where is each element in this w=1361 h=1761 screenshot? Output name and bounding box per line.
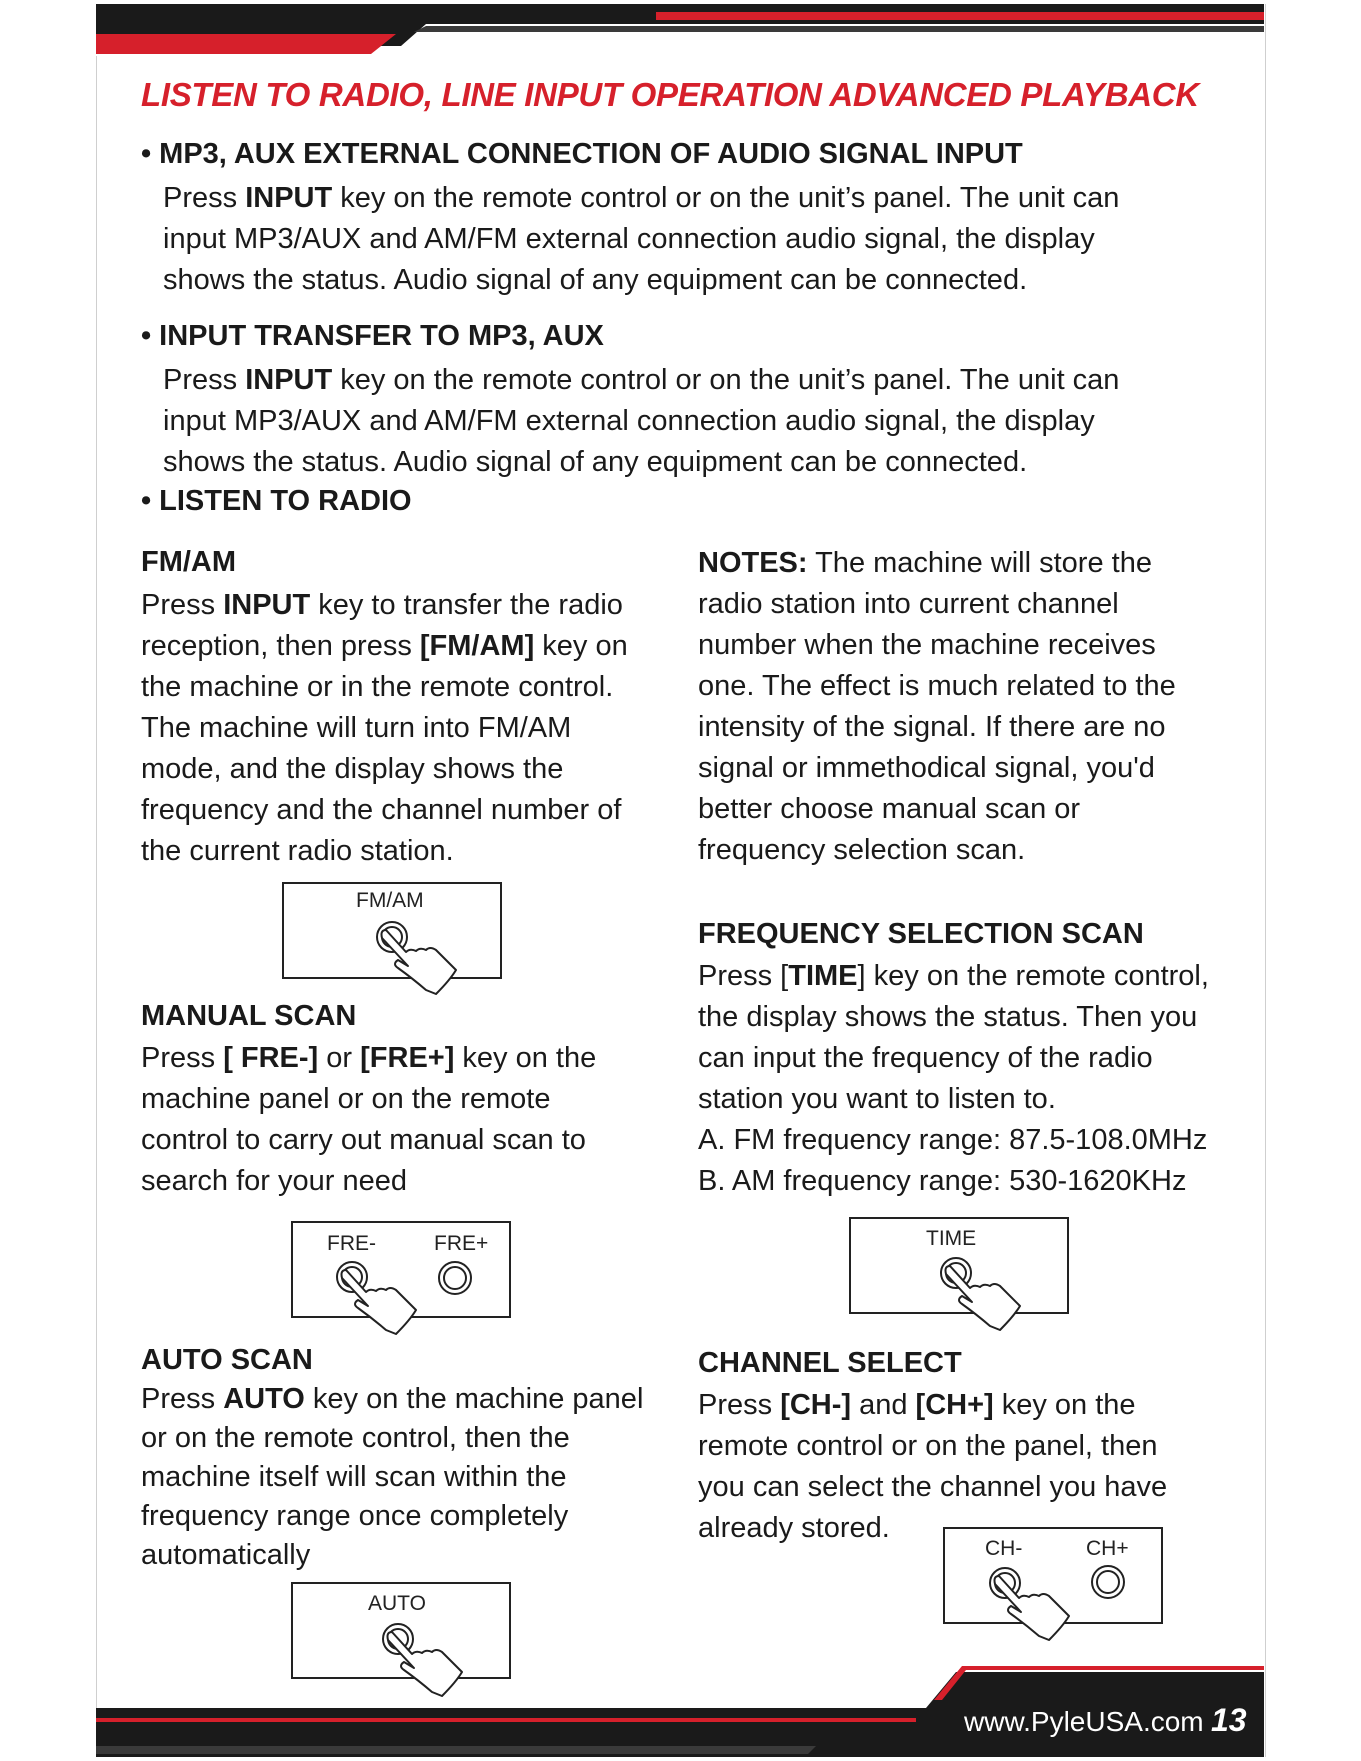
text-fragment: ] key on the remote control,	[857, 960, 1209, 992]
text-fragment: The machine will store the	[807, 547, 1152, 579]
ch-plus-button-icon	[1090, 1564, 1126, 1600]
text-fragment: and	[851, 1389, 916, 1421]
key-input: INPUT	[245, 182, 333, 214]
page-heading: LISTEN TO RADIO, LINE INPUT OPERATION ADVANCED PLAYBACK	[141, 76, 1199, 113]
pressing-hand-icon	[372, 918, 472, 998]
channel-select-title: CHANNEL SELECT	[698, 1347, 962, 1379]
pressing-hand-icon	[936, 1254, 1036, 1334]
text-line: search for your need	[141, 1165, 407, 1197]
manual-scan-title: MANUAL SCAN	[141, 1000, 357, 1032]
auto-scan-title: AUTO SCAN	[141, 1344, 313, 1376]
fm-am-button-label: FM/AM	[356, 889, 424, 912]
text-line: signal or immethodical signal, you'd	[698, 752, 1155, 784]
top-decorative-band	[96, 4, 1264, 56]
mp3-aux-paragraph	[163, 178, 1213, 301]
text-line: shows the status. Audio signal of any equipment can be connected.	[163, 446, 1028, 478]
key-time: TIME	[788, 960, 858, 992]
page-number: 13	[1211, 1702, 1247, 1738]
text-line: or on the remote control, then the	[141, 1422, 570, 1454]
key-auto: AUTO	[223, 1383, 305, 1415]
ch-minus-label: CH-	[985, 1537, 1023, 1560]
text-line: automatically	[141, 1539, 311, 1571]
title-text: MP3, AUX EXTERNAL CONNECTION OF AUDIO SIGNAL INPUT	[159, 138, 1023, 170]
pressing-hand-icon	[985, 1564, 1085, 1644]
text-fragment: key on the remote control or on the unit’s panel. The unit can	[332, 182, 1120, 214]
text-line: radio station into current channel	[698, 588, 1119, 620]
text-fragment: key to transfer the radio	[310, 589, 623, 621]
text-line: input MP3/AUX and AM/FM external connection audio signal, the display	[163, 223, 1095, 255]
text-fragment: reception, then press	[141, 630, 420, 662]
channel-select-paragraph	[698, 1385, 1258, 1549]
fre-plus-button-icon	[437, 1260, 473, 1296]
fm-am-title: FM/AM	[141, 546, 237, 578]
text-line: input MP3/AUX and AM/FM external connection audio signal, the display	[163, 405, 1095, 437]
key-ch-minus: [CH-]	[780, 1389, 852, 1421]
fre-plus-label: FRE+	[434, 1232, 489, 1255]
auto-scan-paragraph	[141, 1380, 681, 1575]
text-line: one. The effect is much related to the	[698, 670, 1176, 702]
input-transfer-paragraph	[163, 360, 1213, 483]
text-line: frequency range once completely	[141, 1500, 569, 1532]
text-line: remote control or on the panel, then	[698, 1430, 1158, 1462]
text-line: control to carry out manual scan to	[141, 1124, 586, 1156]
bullet-dot: •	[141, 138, 152, 170]
bullet-dot: •	[141, 320, 152, 352]
fm-am-paragraph	[141, 585, 681, 872]
footer-url: www.PyleUSA.com	[964, 1706, 1204, 1737]
text-line: machine itself will scan within the	[141, 1461, 567, 1493]
text-fragment: Press	[141, 589, 224, 621]
text-line: station you want to listen to.	[698, 1083, 1056, 1115]
bullet-dot: •	[141, 485, 152, 517]
text-fragment: Press	[163, 182, 246, 214]
key-input: INPUT	[223, 589, 311, 621]
text-fragment: or	[318, 1042, 361, 1074]
text-fragment: key on	[534, 630, 628, 662]
text-fragment: Press	[141, 1383, 224, 1415]
text-fragment: key on the remote control or on the unit’s panel. The unit can	[332, 364, 1120, 396]
text-fragment: key on the	[993, 1389, 1136, 1421]
title-text: LISTEN TO RADIO	[159, 485, 412, 517]
frequency-scan-title: FREQUENCY SELECTION SCAN	[698, 918, 1144, 950]
text-fragment: Press	[163, 364, 246, 396]
notes-label: NOTES:	[698, 547, 808, 579]
text-line: you can select the channel you have	[698, 1471, 1168, 1503]
bullet-title-listen-radio	[141, 485, 412, 518]
text-line: frequency selection scan.	[698, 834, 1026, 866]
bullet-title-mp3-aux	[141, 138, 1023, 171]
text-line: the display shows the status. Then you	[698, 1001, 1198, 1033]
text-line: shows the status. Audio signal of any equipment can be connected.	[163, 264, 1028, 296]
text-line: number when the machine receives	[698, 629, 1156, 661]
auto-button-label: AUTO	[368, 1592, 426, 1615]
text-line: machine panel or on the remote	[141, 1083, 551, 1115]
title-text: INPUT TRANSFER TO MP3, AUX	[159, 320, 604, 352]
text-line: already stored.	[698, 1512, 890, 1544]
text-line: The machine will turn into FM/AM	[141, 712, 572, 744]
text-fragment: Press [	[698, 960, 789, 992]
time-button-label: TIME	[926, 1227, 977, 1250]
text-fragment: Press	[141, 1042, 224, 1074]
key-fre-minus: [ FRE-]	[223, 1042, 319, 1074]
frequency-scan-paragraph	[698, 956, 1258, 1202]
key-fm-am: [FM/AM]	[419, 630, 535, 662]
key-input: INPUT	[245, 364, 333, 396]
text-line: better choose manual scan or	[698, 793, 1081, 825]
fm-range-line: A. FM frequency range: 87.5-108.0MHz	[698, 1124, 1208, 1156]
text-line: can input the frequency of the radio	[698, 1042, 1153, 1074]
bullet-title-input-transfer	[141, 320, 604, 353]
ch-plus-label: CH+	[1086, 1537, 1129, 1560]
text-line: mode, and the display shows the	[141, 753, 564, 785]
text-line: frequency and the channel number of	[141, 794, 622, 826]
text-fragment: key on the	[454, 1042, 597, 1074]
text-line: the current radio station.	[141, 835, 454, 867]
fre-minus-label: FRE-	[327, 1232, 376, 1255]
key-ch-plus: [CH+]	[915, 1389, 994, 1421]
am-range-line: B. AM frequency range: 530-1620KHz	[698, 1165, 1187, 1197]
text-line: the machine or in the remote control.	[141, 671, 614, 703]
pressing-hand-icon	[332, 1258, 432, 1338]
text-fragment: key on the machine panel	[304, 1383, 644, 1415]
notes-paragraph	[698, 543, 1238, 871]
text-line: intensity of the signal. If there are no	[698, 711, 1166, 743]
manual-scan-paragraph	[141, 1038, 681, 1202]
text-fragment: Press	[698, 1389, 781, 1421]
key-fre-plus: [FRE+]	[360, 1042, 455, 1074]
